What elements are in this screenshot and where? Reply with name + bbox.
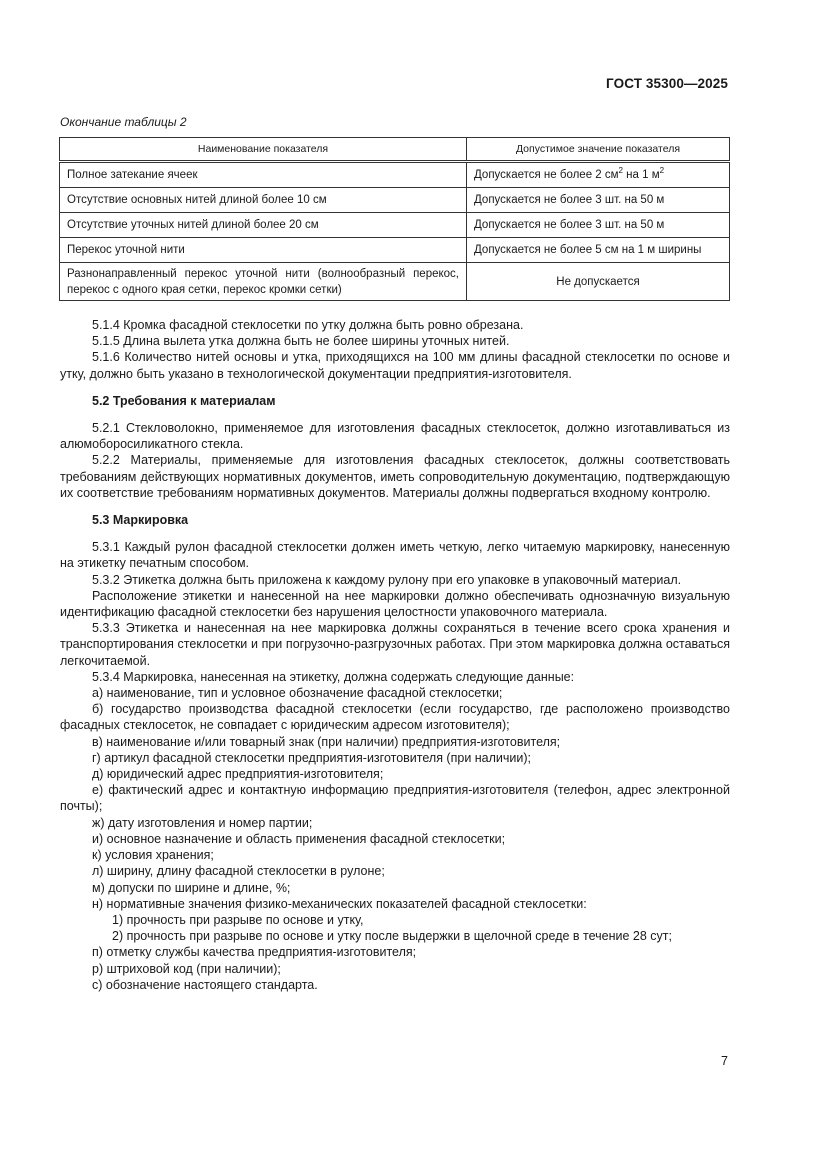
allowed-value: Не допускается: [467, 263, 730, 301]
list-item: р) штриховой код (при наличии);: [92, 961, 281, 976]
allowed-value: Допускается не более 3 шт. на 50 м: [467, 188, 730, 213]
column-header-indicator: Наименование показателя: [60, 138, 467, 162]
indicator-name: Перекос уточной нити: [60, 238, 467, 263]
table-row: [60, 188, 730, 213]
clause-5-1-6: 5.1.6 Количество нитей основы и утка, приходящихся на 100 мм длины фасадной стеклосетки по основе и утку, должно быть указано в технологической документации предприятия-изготовителя.: [60, 350, 730, 381]
section-heading-5-3: 5.3 Маркировка: [92, 513, 189, 528]
table-row: [60, 213, 730, 238]
list-item: а) наименование, тип и условное обозначение фасадной стеклосетки;: [92, 686, 503, 701]
indicator-name: Отсутствие основных нитей длиной более 10 см: [60, 188, 467, 213]
allowed-value: Допускается не более 5 см на 1 м ширины: [467, 238, 730, 263]
section-heading-5-2: 5.2 Требования к материалам: [92, 393, 276, 408]
sub-list-item: 1) прочность при разрыве по основе и утку,: [112, 912, 364, 927]
indicators-table: [59, 137, 730, 301]
clause-5-3-4: 5.3.4 Маркировка, нанесенная на этикетку, должна содержать следующие данные:: [92, 669, 575, 684]
indicator-name: Полное затекание ячеек: [60, 162, 467, 188]
indicator-name: Отсутствие уточных нитей длиной более 20 см: [60, 213, 467, 238]
allowed-value-text: на 1 м: [622, 169, 660, 181]
table-caption: Окончание таблицы 2: [60, 115, 187, 129]
list-item: н) нормативные значения физико-механических показателей фасадной стеклосетки:: [92, 896, 587, 911]
list-item: к) условия хранения;: [92, 848, 214, 863]
superscript: 2: [618, 166, 623, 175]
allowed-value-text: Допускается не более 2 см: [474, 169, 619, 181]
clause-5-1-4: 5.1.4 Кромка фасадной стеклосетки по утку должна быть ровно обрезана.: [92, 318, 524, 332]
superscript: 2: [659, 166, 665, 175]
clause-5-2-1: 5.2.1 Стекловолокно, применяемое для изготовления фасадных стеклосеток, должно изготавливаться из алюмоборосиликатного стекла.: [60, 421, 730, 452]
column-header-allowed-value: Допустимое значение показателя: [467, 138, 730, 162]
list-item: п) отметку службы качества предприятия-изготовителя;: [92, 945, 417, 960]
list-item: м) допуски по ширине и длине, %;: [92, 880, 291, 895]
allowed-value: Допускается не более 3 шт. на 50 м: [467, 213, 730, 238]
document-standard-code: ГОСТ 35300—2025: [606, 76, 728, 91]
table-row: [60, 238, 730, 263]
page-number: 7: [721, 1054, 728, 1068]
list-item: д) юридический адрес предприятия-изготовителя;: [92, 767, 384, 782]
list-item: ж) дату изготовления и номер партии;: [92, 815, 313, 830]
sub-list-item: 2) прочность при разрыве по основе и утку после выдержки в щелочной среде в течение 28 сут;: [112, 929, 672, 944]
table-header-row: [60, 138, 730, 162]
clause-5-3-1: 5.3.1 Каждый рулон фасадной стеклосетки должен иметь четкую, легко читаемую маркировку, нанесенную на этикетку печатным способом.: [60, 540, 730, 571]
clause-5-3-3: 5.3.3 Этикетка и нанесенная на нее маркировка должны сохраняться в течение всего срока хранения и транспортирования стеклосетки и при погрузочно-разгрузочных работах. При этом маркировка должна оставаться легкочитаемой.: [60, 621, 730, 668]
clause-5-3-2: 5.3.2 Этикетка должна быть приложена к каждому рулону при его упаковке в упаковочный материал.: [92, 572, 682, 587]
document-body: [60, 317, 730, 993]
indicator-name: Разнонаправленный перекос уточной нити (волнообразный перекос, перекос с одного края сетки, перекос кромки сетки): [60, 263, 467, 301]
list-item: с) обозначение настоящего стандарта.: [92, 977, 318, 992]
allowed-value: [467, 162, 730, 188]
table-row: [60, 162, 730, 188]
list-item: в) наименование и/или товарный знак (при наличии) предприятия-изготовителя;: [92, 734, 561, 749]
list-item: б) государство производства фасадной стеклосетки (если государство, где расположено производство фасадных стеклосеток, не совпадает с юридическим адресом изготовителя);: [60, 702, 730, 733]
clause-5-3-2-continued: Расположение этикетки и нанесенной на нее маркировки должно обеспечивать однозначную визуальную идентификацию фасадной стеклосетки без нарушения целостности упаковочного материала.: [60, 588, 730, 620]
list-item: и) основное назначение и область применения фасадной стеклосетки;: [92, 831, 506, 846]
clause-5-1-5: 5.1.5 Длина вылета утка должна быть не более ширины уточных нитей.: [92, 334, 510, 349]
list-item: г) артикул фасадной стеклосетки предприятия-изготовителя (при наличии);: [92, 750, 532, 765]
table-row: [60, 263, 730, 301]
clause-5-2-2: 5.2.2 Материалы, применяемые для изготовления фасадных стеклосеток, должны соответствовать требованиям действующих нормативных документов, иметь сопроводительную документацию, подтверждающую их соответствие требованиям нормативных документов. Материалы должны подвергаться входному контролю.: [60, 453, 730, 500]
list-item: л) ширину, длину фасадной стеклосетки в рулоне;: [92, 864, 385, 879]
list-item: е) фактический адрес и контактную информацию предприятия-изготовителя (телефон, адрес электронной почты);: [60, 783, 730, 814]
